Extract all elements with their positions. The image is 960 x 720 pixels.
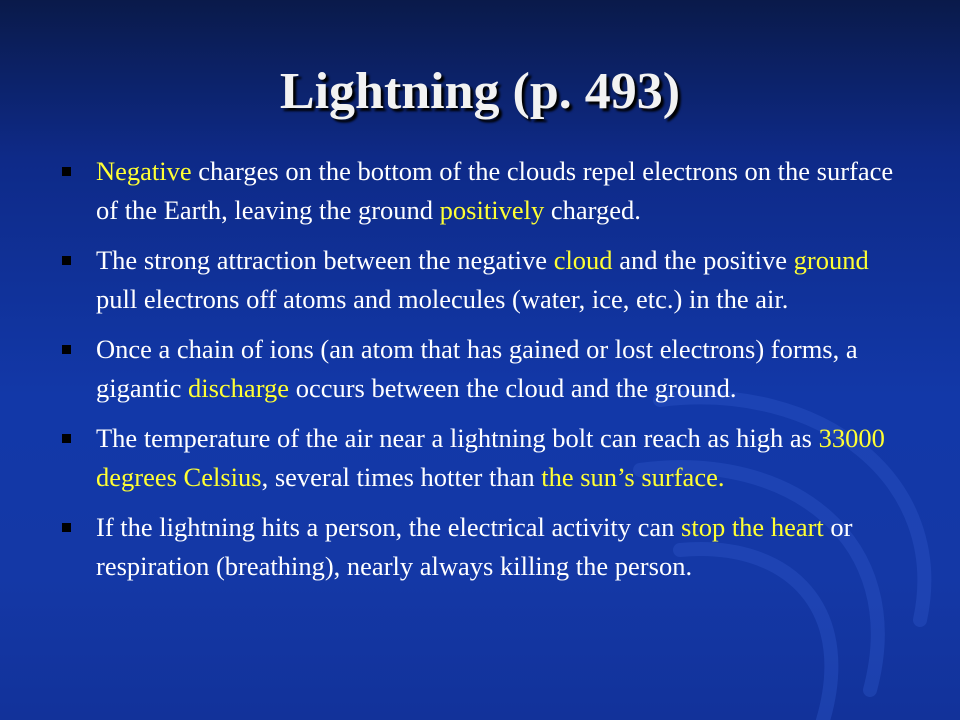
highlighted-text: ground: [793, 245, 869, 275]
slide-title: Lightning (p. 493): [279, 63, 681, 120]
highlighted-text: stop the heart: [681, 512, 824, 542]
bullet-text: occurs between the cloud and the ground.: [289, 372, 737, 403]
bullet-text: The strong attraction between the negative: [96, 245, 554, 275]
bullet-marker-icon: [62, 523, 71, 532]
highlighted-text: discharge: [188, 372, 290, 403]
bullet-text: charged.: [544, 194, 641, 225]
bullet-list: [0, 152, 960, 597]
bullet-text: charges on the bottom of the clouds repel electrons on the surface of the Earth, leaving the ground: [96, 156, 894, 225]
bullet-text: or respiration (breathing), nearly always killing the person.: [96, 512, 853, 581]
bullet-marker-icon: [62, 167, 71, 176]
bullet-marker-icon: [62, 345, 71, 354]
highlighted-text: Negative: [96, 156, 192, 186]
highlighted-text: the sun’s surface.: [541, 461, 725, 492]
bullet-item: [0, 330, 960, 407]
bullet-item: [0, 419, 960, 496]
highlighted-text: positively: [439, 194, 545, 225]
bullet-marker-icon: [62, 434, 71, 443]
bullet-item: [0, 152, 960, 229]
bullet-text: If the lightning hits a person, the electrical activity can: [96, 512, 682, 542]
bullet-text: pull electrons off atoms and molecules (water, ice, etc.) in the air.: [96, 283, 789, 314]
bullet-item: [0, 508, 960, 585]
highlighted-text: 33000 degrees Celsius: [96, 423, 885, 492]
bullet-text: Once a chain of ions (an atom that has gained or lost electrons) forms, a gigantic: [96, 334, 858, 403]
bullet-text: , several times hotter than: [261, 461, 542, 492]
bullet-item: [0, 241, 960, 318]
bullet-text: The temperature of the air near a lightning bolt can reach as high as: [96, 423, 819, 453]
bullet-marker-icon: [62, 256, 71, 265]
bullet-text: and the positive: [612, 245, 794, 275]
highlighted-text: cloud: [553, 245, 613, 275]
